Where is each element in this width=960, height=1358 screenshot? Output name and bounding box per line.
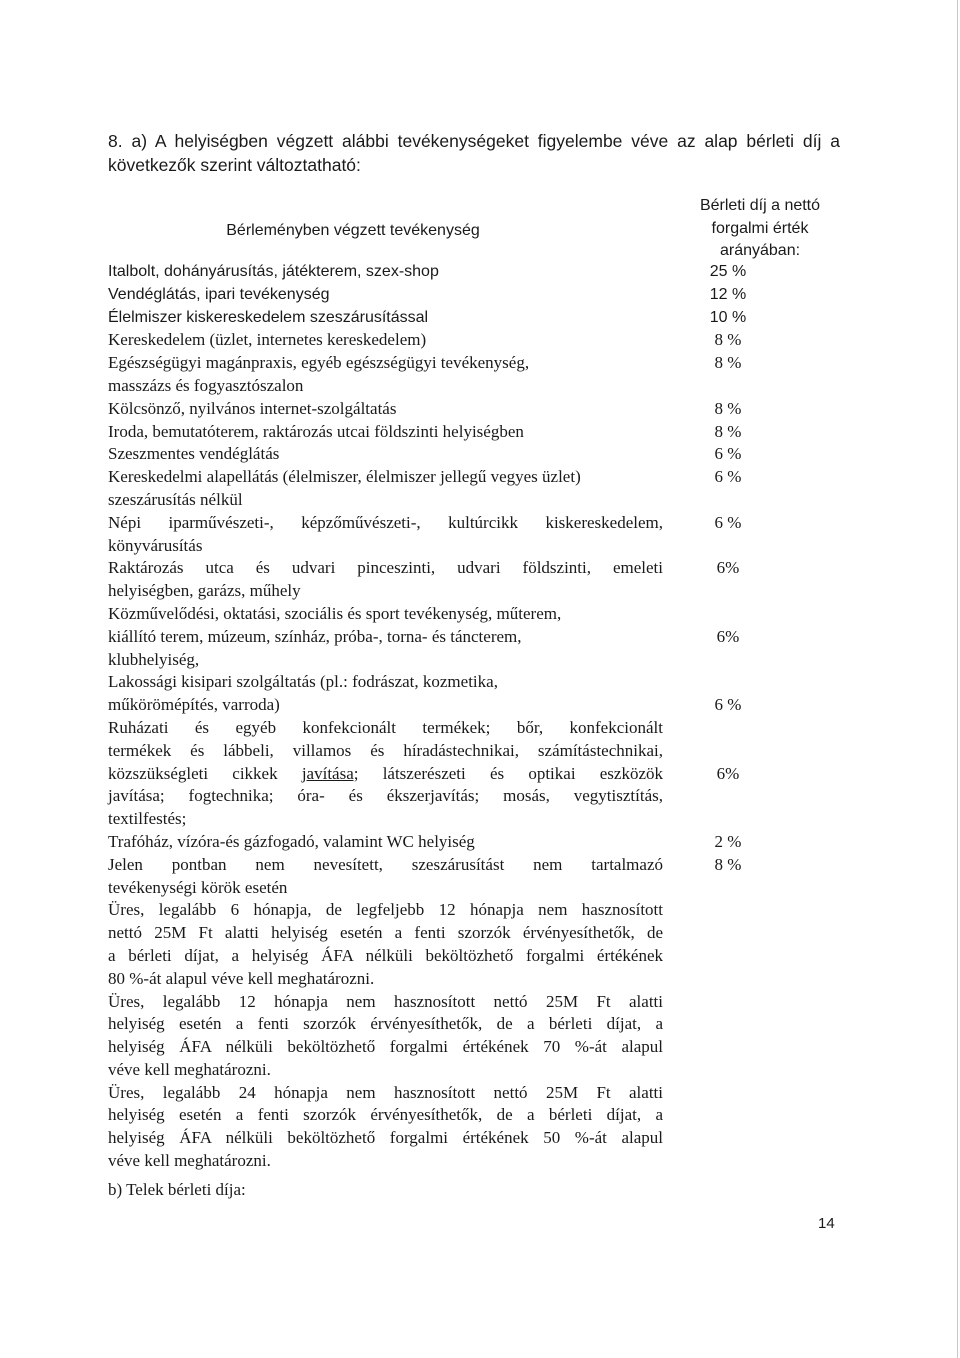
table-row	[108, 352, 788, 375]
table-row	[108, 785, 788, 808]
table-row	[108, 854, 788, 877]
table-row	[108, 740, 788, 763]
row-activity: Trafóház, vízóra-és gázfogadó, valamint WC helyiség	[108, 831, 475, 851]
row-activity: Egészségügyi magánpraxis, egyéb egészségügyi tevékenység,	[108, 353, 530, 373]
row-activity: Ruházati és egyéb konfekcionált termékek; bőr, konfekcionált	[108, 717, 663, 737]
table-row	[108, 626, 788, 649]
table-row	[108, 694, 788, 717]
column-header-rate-line: forgalmi érték	[711, 219, 809, 237]
paragraph-line: Üres, legalább 24 hónapja nem hasznosított nettó 25M Ft alatti	[108, 1082, 663, 1102]
row-activity: tevékenységi körök esetén	[108, 877, 288, 897]
paragraph-line: véve kell meghatározni.	[108, 1059, 271, 1079]
table-row	[108, 307, 788, 330]
paragraph-line: véve kell meghatározni.	[108, 1151, 271, 1171]
column-header-activity: Bérleményben végzett tevékenység	[226, 222, 480, 239]
row-activity: klubhelyiség,	[108, 649, 200, 669]
paragraph-line: helyiség ÁFA nélküli beköltözhető forgalmi értékének 70 %-át alapul	[108, 1037, 663, 1057]
section-b-heading: b) Telek bérleti díja:	[108, 1180, 246, 1199]
table-row	[108, 808, 788, 831]
section-intro: 8. a) A helyiségben végzett alábbi tevékenységeket figyelembe véve az alap bérleti díj a következők szerint változtatható:	[108, 131, 840, 175]
paragraph-line: helyiség esetén a fenti szorzók érvényesíthetők, de a bérleti díjat, a	[108, 1014, 663, 1034]
table-row	[108, 329, 788, 352]
row-activity: műkörömépítés, varroda)	[108, 695, 280, 715]
row-activity: kiállító terem, múzeum, színház, próba-, torna- és táncterem,	[108, 626, 522, 646]
table-row	[108, 398, 788, 421]
table-row	[108, 375, 788, 398]
table-row	[108, 489, 788, 512]
row-activity: Kereskedelem (üzlet, internetes kereskedelem)	[108, 330, 427, 350]
page-number: 14	[818, 1215, 835, 1232]
row-rate: 25 %	[709, 263, 747, 280]
table-row	[108, 717, 788, 740]
row-rate: 8 %	[714, 854, 742, 874]
row-rate: 8 %	[714, 330, 742, 350]
row-rate: 6 %	[714, 695, 742, 715]
table-row	[108, 831, 788, 854]
row-rate: 6 %	[714, 467, 742, 487]
column-header-rate-line: arányában:	[719, 242, 801, 259]
row-rate: 6%	[716, 558, 740, 578]
row-activity: Italbolt, dohányárusítás, játékterem, szex-shop	[108, 263, 439, 280]
paragraph-line: nettó 25M Ft alatti helyiség esetén a fenti szorzók érvényesíthetők, de	[108, 923, 663, 943]
row-activity: Élelmiszer kiskereskedelem szeszárusítással	[108, 308, 429, 326]
table-row	[108, 512, 788, 535]
row-activity: Kölcsönző, nyilvános internet-szolgáltatás	[108, 398, 397, 418]
table-row	[108, 466, 788, 489]
table-row	[108, 557, 788, 580]
paragraph-line: Üres, legalább 12 hónapja nem hasznosított nettó 25M Ft alatti	[108, 991, 663, 1011]
paragraph-line: helyiség esetén a fenti szorzók érvényesíthetők, de a bérleti díjat, a	[108, 1105, 663, 1125]
paragraph-line: helyiség ÁFA nélküli beköltözhető forgalmi értékének 50 %-át alapul	[108, 1128, 663, 1148]
row-activity: könyvárusítás	[108, 535, 203, 555]
row-activity-part: látszerészeti és optikai eszközök	[358, 763, 664, 783]
row-activity: Vendéglátás, ipari tevékenység	[108, 285, 330, 303]
paragraph-line: Üres, legalább 6 hónapja, de legfeljebb 12 hónapja nem hasznosított	[108, 900, 663, 920]
row-rate: 2 %	[714, 831, 742, 851]
vacancy-paragraph-12-months	[108, 991, 788, 1082]
row-activity-part: közszükségleti cikkek	[108, 763, 302, 783]
table-row	[108, 763, 788, 786]
row-activity: termékek és lábbeli, villamos és híradástechnikai, számítástechnikai,	[108, 740, 663, 760]
table-row	[108, 671, 788, 694]
row-activity: Iroda, bemutatóterem, raktározás utcai földszinti helyiségben	[108, 421, 524, 441]
table-row	[108, 649, 788, 672]
row-rate: 8 %	[714, 398, 742, 418]
column-header-rate-line: Bérleti díj a nettó	[699, 197, 821, 214]
table-row	[108, 580, 788, 603]
row-activity: javítása; fogtechnika; óra- és ékszerjavítás; mosás, vegytisztítás,	[108, 786, 663, 806]
table-row	[108, 535, 788, 558]
activity-rate-table	[108, 261, 788, 1173]
row-activity: textilfestés;	[108, 809, 187, 829]
row-rate: 8 %	[714, 353, 742, 373]
row-activity	[108, 763, 663, 786]
table-row	[108, 443, 788, 466]
row-rate: 6%	[716, 626, 740, 646]
row-activity: helyiségben, garázs, műhely	[108, 581, 301, 601]
row-activity: masszázs és fogyasztószalon	[108, 375, 304, 395]
row-activity: Közművelődési, oktatási, szociális és sport tevékenység, műterem,	[108, 603, 562, 623]
row-rate: 6 %	[714, 512, 742, 532]
table-row	[108, 877, 788, 900]
row-rate: 6 %	[714, 444, 742, 464]
column-header-rate	[660, 195, 860, 263]
row-rate: 12 %	[709, 285, 747, 303]
row-activity: Szeszmentes vendéglátás	[108, 444, 280, 464]
row-activity: Lakossági kisipari szolgáltatás (pl.: fodrászat, kozmetika,	[108, 672, 498, 692]
vacancy-paragraph-6-12-months	[108, 899, 788, 990]
row-rate: 6%	[716, 763, 740, 783]
paragraph-line: a bérleti díjat, a helyiség ÁFA nélküli beköltözhető forgalmi értékének	[108, 945, 663, 965]
page-edge-line	[957, 0, 958, 1358]
underlined-word: javítása;	[301, 763, 359, 783]
table-row	[108, 603, 788, 626]
row-activity: Kereskedelmi alapellátás (élelmiszer, élelmiszer jellegű vegyes üzlet)	[108, 467, 581, 487]
row-activity: szeszárusítás nélkül	[108, 489, 243, 509]
row-activity: Népi iparművészeti-, képzőművészeti-, kultúrcikk kiskereskedelem,	[108, 512, 663, 532]
row-rate: 8 %	[714, 421, 742, 441]
row-rate: 10 %	[709, 308, 747, 326]
table-row	[108, 261, 788, 284]
table-row	[108, 421, 788, 444]
vacancy-paragraph-24-months	[108, 1082, 788, 1173]
table-row	[108, 284, 788, 307]
row-activity: Jelen pontban nem nevesített, szeszárusítást nem tartalmazó	[108, 854, 663, 874]
row-activity: Raktározás utca és udvari pinceszinti, udvari földszinti, emeleti	[108, 558, 663, 578]
paragraph-line: 80 %-át alapul véve kell meghatározni.	[108, 968, 375, 988]
